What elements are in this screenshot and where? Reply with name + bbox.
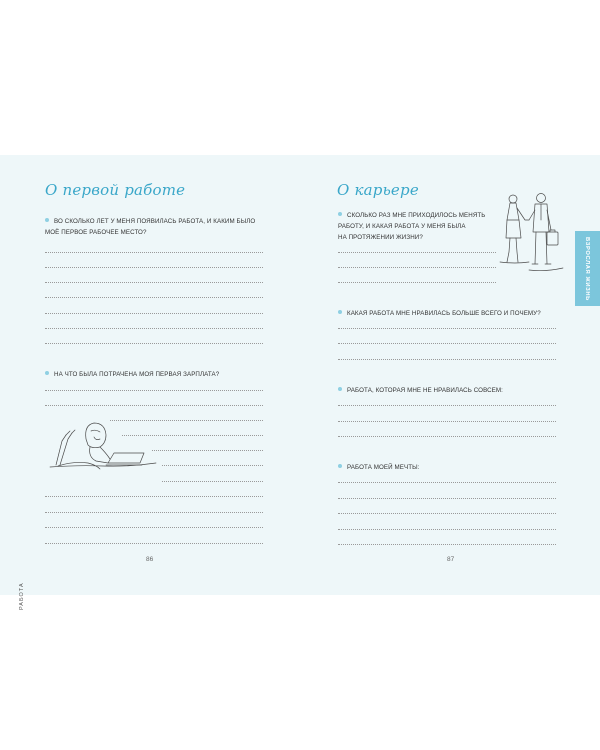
side-label-left: РАБОТА — [19, 582, 25, 610]
answer-line[interactable] — [338, 421, 556, 422]
question-first-job: ВО СКОЛЬКО ЛЕТ У МЕНЯ ПОЯВИЛАСЬ РАБОТА, И КАКИМ БЫЛО МОЁ ПЕРВОЕ РАБОЧЕЕ МЕСТО? — [45, 218, 256, 236]
answer-line[interactable] — [338, 498, 556, 499]
question-disliked-job: РАБОТА, КОТОРАЯ МНЕ НЕ НРАВИЛАСЬ СОВСЕМ: — [338, 385, 503, 396]
section-tab: ВЗРОСЛАЯ ЖИЗНЬ — [575, 231, 600, 306]
bullet-icon — [338, 310, 342, 314]
answer-line[interactable] — [152, 450, 263, 451]
answer-line[interactable] — [338, 343, 556, 344]
question-favorite-job: КАКАЯ РАБОТА МНЕ НРАВИЛАСЬ БОЛЬШЕ ВСЕГО И ПОЧЕМУ? — [338, 308, 541, 319]
answer-line[interactable] — [45, 343, 263, 344]
answer-line[interactable] — [338, 529, 556, 530]
page-number-right: 87 — [447, 556, 455, 563]
answer-line[interactable] — [45, 313, 263, 314]
woman-with-laptop-illustration — [48, 417, 158, 487]
left-page-title: О первой работе — [45, 181, 186, 199]
right-page — [300, 155, 600, 595]
answer-line[interactable] — [45, 390, 263, 391]
answer-line[interactable] — [45, 543, 263, 544]
business-handshake-illustration — [495, 190, 565, 290]
answer-line[interactable] — [45, 512, 263, 513]
answer-line[interactable] — [338, 282, 496, 283]
answer-line[interactable] — [45, 252, 263, 253]
answer-line[interactable] — [338, 405, 556, 406]
answer-line[interactable] — [45, 527, 263, 528]
bullet-icon — [45, 371, 49, 375]
answer-line[interactable] — [338, 482, 556, 483]
right-page-title: О карьере — [337, 181, 419, 199]
answer-line[interactable] — [162, 481, 263, 482]
question-first-salary: НА ЧТО БЫЛА ПОТРАЧЕНА МОЯ ПЕРВАЯ ЗАРПЛАТА? — [45, 369, 219, 380]
answer-line[interactable] — [338, 328, 556, 329]
answer-line[interactable] — [338, 544, 556, 545]
bullet-icon — [45, 218, 49, 222]
answer-line[interactable] — [45, 328, 263, 329]
question-career-changes: СКОЛЬКО РАЗ МНЕ ПРИХОДИЛОСЬ МЕНЯТЬ РАБОТУ, И КАКАЯ РАБОТА У МЕНЯ БЫЛА НА ПРОТЯЖЕНИИ ЖИЗНИ? — [338, 212, 486, 241]
question-dream-job: РАБОТА МОЕЙ МЕЧТЫ: — [338, 462, 420, 473]
answer-line[interactable] — [162, 465, 263, 466]
answer-line[interactable] — [45, 405, 263, 406]
bullet-icon — [338, 212, 342, 216]
book-spread — [0, 155, 600, 610]
answer-line[interactable] — [338, 267, 496, 268]
answer-line[interactable] — [338, 252, 496, 253]
answer-line[interactable] — [338, 359, 556, 360]
answer-line[interactable] — [338, 513, 556, 514]
bullet-icon — [338, 387, 342, 391]
page-number-left: 86 — [146, 556, 154, 563]
bullet-icon — [338, 464, 342, 468]
left-page — [0, 155, 300, 610]
answer-line[interactable] — [45, 282, 263, 283]
answer-line[interactable] — [45, 496, 263, 497]
answer-line[interactable] — [45, 267, 263, 268]
answer-line[interactable] — [338, 436, 556, 437]
answer-line[interactable] — [45, 297, 263, 298]
